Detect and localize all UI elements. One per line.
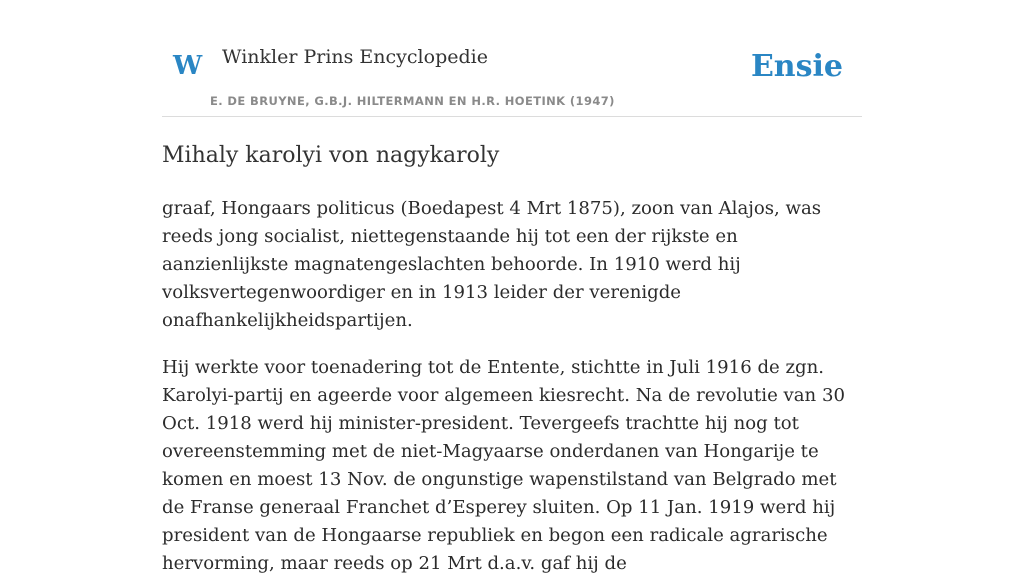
article-body — [162, 195, 862, 578]
page — [162, 0, 862, 578]
ensie-brand-logo[interactable]: Ensie — [750, 49, 843, 84]
publication-title[interactable]: Winkler Prins Encyclopedie — [222, 46, 488, 68]
winkler-prins-logo[interactable]: W — [173, 51, 203, 81]
publication-authors: E. DE BRUYNE, G.B.J. HILTERMANN EN H.R. HOETINK (1947) — [210, 94, 615, 108]
publication-header — [162, 0, 862, 117]
article-title: Mihaly karolyi von nagykaroly — [162, 143, 500, 168]
article-paragraph: Hij werkte voor toenadering tot de Entente, stichtte in Juli 1916 de zgn. Karolyi-partij en ageerde voor algemeen kiesrecht. Na de revolutie van 30 Oct. 1918 werd hij minister-president. Tevergeefs trachtte hij nog tot overeenstemming met de niet-Magyaarse onderdanen van Hongarije te komen en moest 13 Nov. de ongunstige wapenstilstand van Belgrado met de Franse generaal Franchet d’Esperey sluiten. Op 11 Jan. 1919 werd hij president van de Hongaarse republiek en begon een radicale agrarische hervorming, maar reeds op 21 Mrt d.a.v. gaf hij de — [162, 357, 845, 574]
article-paragraph: graaf, Hongaars politicus (Boedapest 4 Mrt 1875), zoon van Alajos, was reeds jong socialist, niettegenstaande hij tot een der rijkste en aanzienlijkste magnatengeslachten behoorde. In 1910 werd hij volksvertegenwoordiger en in 1913 leider der verenigde onafhankelijkheidspartijen. — [162, 198, 822, 331]
